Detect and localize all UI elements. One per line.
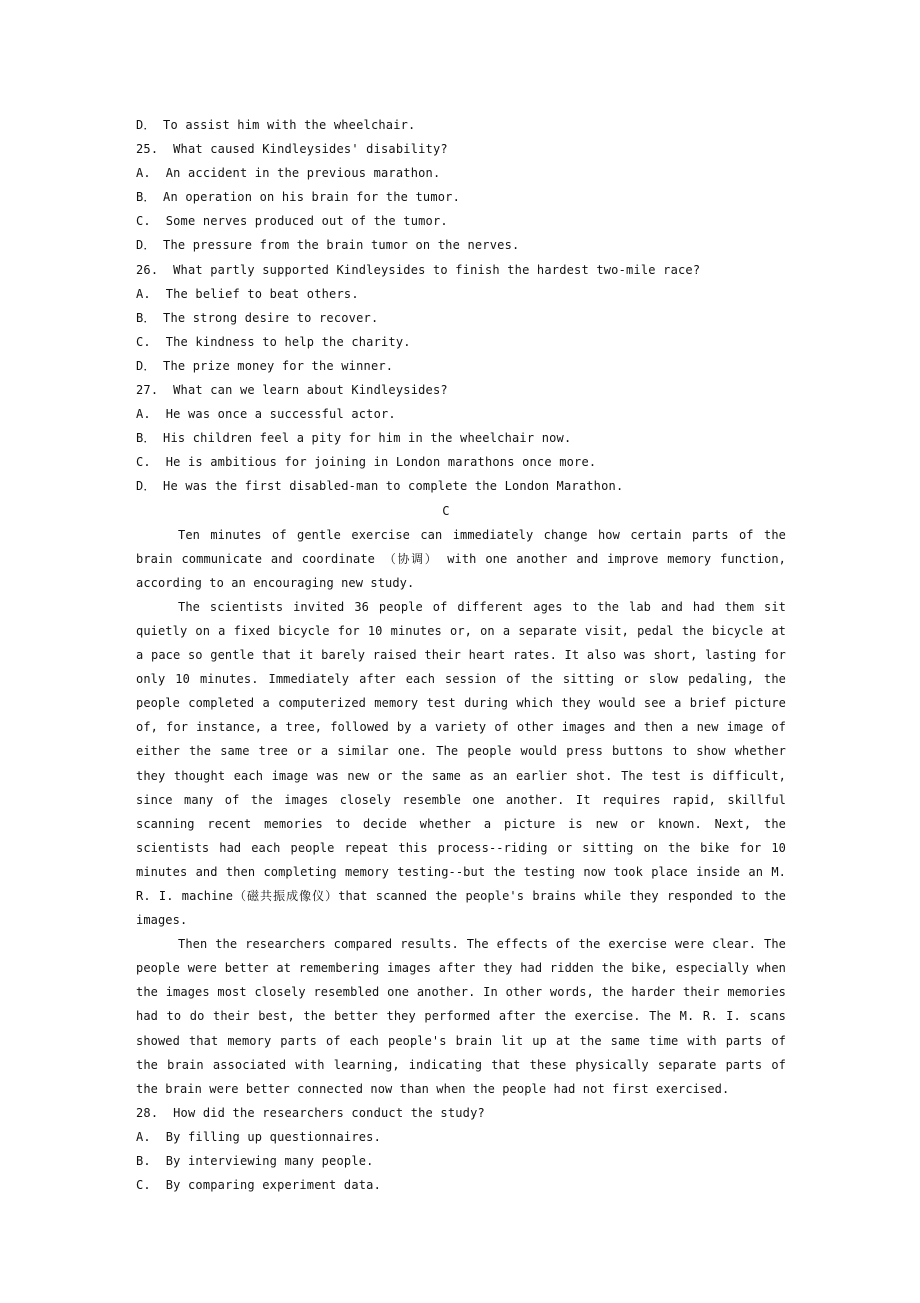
exam-page (136, 113, 786, 1197)
q27-option-c: C. He is ambitious for joining in London marathons once more. (136, 455, 597, 470)
passage-paragraph-1: Ten minutes of gentle exercise can immediately change how certain parts of the brain communicate and coordinate （协调） with one another and improve memory function, according to an encouraging new study. (136, 527, 786, 590)
q26-option-a: A. The belief to beat others. (136, 286, 359, 301)
q28-stem: 28. How did the researchers conduct the study? (136, 1105, 485, 1120)
q27-option-a: A. He was once a successful actor. (136, 407, 396, 422)
q27-option-d: D． He was the first disabled-man to complete the London Marathon. (136, 479, 624, 494)
q25-option-c: C. Some nerves produced out of the tumor. (136, 214, 448, 229)
q28-option-a: A. By filling up questionnaires. (136, 1129, 382, 1144)
passage-paragraph-2: The scientists invited 36 people of different ages to the lab and had them sit quietly on a fixed bicycle for 10 minutes or, on a separate visit, pedal the bicycle at a pace so gentle that it barely raised their heart rates. It also was short, lasting for only 10 minutes. Immediately after each session of the sitting or slow pedaling, the people completed a computerized memory test during which they would see a brief picture of, for instance, a tree, followed by a variety of other images and then a new image of either the same tree or a similar one. The people would press buttons to show whether they thought each image was new or the same as an earlier shot. The test is difficult, since many of the images closely resemble one another. It requires rapid, skillful scanning recent memories to decide whether a picture is new or known. Next, the scientists had each people repeat this process--riding or sitting on the bike for 10 minutes and then completing memory testing--but the testing now took place inside an M. R. I. machine（磁共振成像仪）that scanned the people's brains while they responded to the images. (136, 599, 786, 928)
q24-option-d: D． To assist him with the wheelchair. (136, 118, 416, 132)
q26-stem: 26. What partly supported Kindleysides to finish the hardest two-mile race? (136, 262, 701, 277)
section-heading: C (442, 503, 450, 518)
q28-option-b: B. By interviewing many people. (136, 1154, 374, 1169)
q26-option-d: D． The prize money for the winner. (136, 358, 394, 373)
q25-stem: 25. What caused Kindleysides' disability? (136, 142, 448, 157)
q27-option-b: B． His children feel a pity for him in the wheelchair now. (136, 431, 572, 446)
q26-option-c: C. The kindness to help the charity. (136, 334, 411, 349)
q25-option-d: D． The pressure from the brain tumor on the nerves. (136, 238, 520, 253)
passage-paragraph-3: Then the researchers compared results. The effects of the exercise were clear. The people were better at remembering images after they had ridden the bike, especially when the images most closely resembled one another. In other words, the harder their memories had to do their best, the better they performed after the exercise. The M. R. I. scans showed that memory parts of each people's brain lit up at the same time with parts of the brain associated with learning, indicating that these physically separate parts of the brain were better connected now than when the people had not first exercised. (136, 937, 786, 1096)
q28-option-c: C. By comparing experiment data. (136, 1178, 382, 1193)
q25-option-a: A. An accident in the previous marathon. (136, 166, 441, 181)
q26-option-b: B． The strong desire to recover. (136, 310, 379, 325)
q25-option-b: B． An operation on his brain for the tumor. (136, 190, 461, 205)
q27-stem: 27. What can we learn about Kindleysides? (136, 383, 448, 398)
